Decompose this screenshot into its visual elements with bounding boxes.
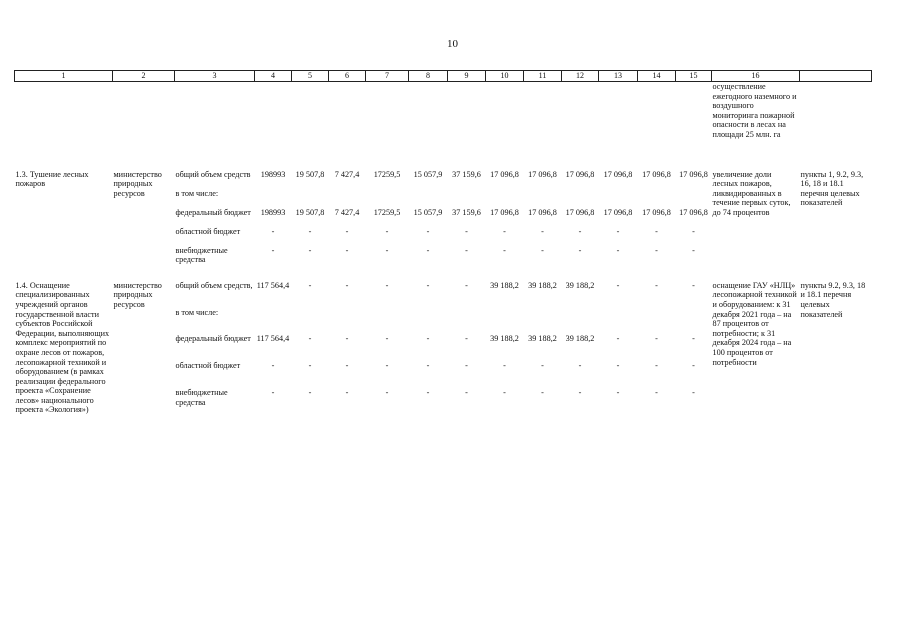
amount-cell: - <box>271 226 275 236</box>
amount-cell: - <box>655 334 658 344</box>
funding-source-label: областной бюджет <box>175 361 241 371</box>
amount-cell: - <box>345 361 349 371</box>
amount-cell <box>366 189 409 208</box>
amount-cell <box>486 189 524 208</box>
amount-cell: - <box>655 361 658 371</box>
amount-cell <box>599 189 638 208</box>
page-number: 10 <box>447 38 458 50</box>
amount-cell: - <box>465 361 468 371</box>
amount-cell: 117 564,4 <box>256 334 290 344</box>
amount-cell: 39 188,2 <box>490 334 519 344</box>
amount-cell: - <box>655 387 658 397</box>
funding-source-label: федеральный бюджет <box>175 334 251 344</box>
amount-cell <box>524 189 562 208</box>
column-header: 16 <box>712 71 800 82</box>
amount-cell: - <box>541 226 544 236</box>
amount-cell: 15 057,9 <box>413 169 443 179</box>
amount-cell: - <box>503 245 506 255</box>
amount-cell: - <box>503 387 506 397</box>
amount-cell: - <box>426 334 430 344</box>
amount-cell: - <box>271 361 275 371</box>
amount-cell: - <box>616 226 620 236</box>
amount-cell: - <box>692 387 695 397</box>
amount-cell: - <box>308 226 312 236</box>
amount-cell: 37 159,6 <box>452 207 481 217</box>
amount-cell <box>448 189 486 208</box>
amount-cell: 17 096,8 <box>642 207 671 217</box>
column-header: 4 <box>255 71 292 82</box>
amount-cell <box>562 189 599 208</box>
table-row <box>15 281 872 308</box>
amount-cell: - <box>426 280 430 290</box>
amount-cell <box>524 308 562 335</box>
amount-cell: - <box>385 361 389 371</box>
executor: министерство природных ресурсов <box>113 280 162 309</box>
executor: министерство природных ресурсов <box>113 169 162 198</box>
funding-source-label: общий объем средств, <box>175 280 253 290</box>
amount-cell: - <box>616 245 620 255</box>
amount-cell <box>409 189 448 208</box>
amount-cell: - <box>465 387 468 397</box>
amount-cell: - <box>426 387 430 397</box>
amount-cell: 37 159,6 <box>452 169 481 179</box>
amount-cell: 39 188,2 <box>528 334 557 344</box>
amount-cell <box>329 189 366 208</box>
column-header: 14 <box>638 71 676 82</box>
amount-cell: - <box>426 245 430 255</box>
amount-cell <box>638 308 676 335</box>
amount-cell: - <box>541 361 544 371</box>
amount-cell: - <box>465 334 468 344</box>
amount-cell: 39 188,2 <box>528 280 557 290</box>
amount-cell: - <box>616 361 620 371</box>
amount-cell: 17 096,8 <box>490 169 519 179</box>
amount-cell: - <box>345 226 349 236</box>
amount-cell: - <box>655 280 658 290</box>
amount-cell: - <box>465 245 468 255</box>
amount-cell: - <box>345 245 349 255</box>
amount-cell: 17 096,8 <box>603 169 633 179</box>
amount-cell: - <box>655 226 658 236</box>
amount-cell: - <box>308 280 312 290</box>
funding-source-label: в том числе: <box>175 307 219 317</box>
amount-cell: 17 096,8 <box>679 207 708 217</box>
amount-cell: - <box>385 280 389 290</box>
amount-cell: 17 096,8 <box>528 207 557 217</box>
amount-cell <box>562 308 599 335</box>
amount-cell <box>448 308 486 335</box>
amount-cell: - <box>465 280 468 290</box>
amount-cell: - <box>345 280 349 290</box>
funding-source-label: в том числе: <box>175 188 219 198</box>
column-header: 6 <box>329 71 366 82</box>
amount-cell <box>329 308 366 335</box>
amount-cell: - <box>308 245 312 255</box>
column-header: 9 <box>448 71 486 82</box>
amount-cell <box>255 189 292 208</box>
amount-cell: - <box>692 226 695 236</box>
column-header: 7 <box>366 71 409 82</box>
amount-cell: - <box>465 226 468 236</box>
amount-cell: - <box>503 361 506 371</box>
amount-cell: - <box>385 226 389 236</box>
column-header: 3 <box>175 71 255 82</box>
amount-cell: - <box>578 226 582 236</box>
amount-cell: - <box>385 334 389 344</box>
amount-cell: - <box>655 245 658 255</box>
amount-cell: - <box>308 387 312 397</box>
column-header: 13 <box>599 71 638 82</box>
amount-cell: - <box>271 245 275 255</box>
funding-source-label: общий объем средств <box>175 169 251 179</box>
amount-cell: 117 564,4 <box>256 280 290 290</box>
amount-cell: 17 096,8 <box>603 207 633 217</box>
column-header: 12 <box>562 71 599 82</box>
amount-cell: 17259,5 <box>373 169 401 179</box>
column-header: 8 <box>409 71 448 82</box>
amount-cell: 17 096,8 <box>565 207 595 217</box>
amount-cell: 39 188,2 <box>565 280 595 290</box>
amount-cell <box>638 189 676 208</box>
column-header: 11 <box>524 71 562 82</box>
amount-cell: - <box>308 361 312 371</box>
column-header: 15 <box>676 71 712 82</box>
amount-cell: - <box>692 280 695 290</box>
amount-cell: - <box>541 245 544 255</box>
row-spacer <box>15 265 872 281</box>
amount-cell <box>676 189 712 208</box>
amount-cell: - <box>616 387 620 397</box>
amount-cell: 17 096,8 <box>679 169 708 179</box>
column-header: 1 <box>15 71 113 82</box>
amount-cell <box>676 308 712 335</box>
continuation-row <box>15 82 872 154</box>
amount-cell: - <box>692 334 695 344</box>
column-number-row <box>15 71 872 82</box>
amount-cell: 15 057,9 <box>413 207 443 217</box>
amount-cell: 17 096,8 <box>565 169 595 179</box>
amount-cell: - <box>271 387 275 397</box>
amount-cell <box>292 308 329 335</box>
amount-cell: - <box>385 245 389 255</box>
amount-cell: - <box>426 226 430 236</box>
amount-cell: 19 507,8 <box>295 169 325 179</box>
target-indicators: пункты 9.2, 9.3, 18 и 18.1 перечня целевых показателей <box>800 280 866 319</box>
amount-cell: 39 188,2 <box>490 280 519 290</box>
expected-result: увеличение доли лесных пожаров, ликвидированных в течение первых суток, до 74 процентов <box>712 169 791 217</box>
funding-source-label: внебюджетные средства <box>175 245 228 265</box>
amount-cell: - <box>578 387 582 397</box>
amount-cell: - <box>345 334 349 344</box>
amount-cell: - <box>616 334 620 344</box>
amount-cell: 7 427,4 <box>334 207 360 217</box>
amount-cell: - <box>616 280 620 290</box>
row-spacer <box>15 154 872 170</box>
amount-cell: - <box>345 387 349 397</box>
amount-cell <box>409 308 448 335</box>
amount-cell <box>366 308 409 335</box>
amount-cell: - <box>385 387 389 397</box>
amount-cell: 198993 <box>260 207 286 217</box>
amount-cell: 17 096,8 <box>528 169 557 179</box>
amount-cell: 7 427,4 <box>334 169 360 179</box>
amount-cell: - <box>692 361 695 371</box>
amount-cell <box>255 308 292 335</box>
continuation-note: осуществление ежегодного наземного и воздушного мониторинга пожарной опасности в лесах на площади 25 млн. га <box>712 82 797 139</box>
amount-cell: 17 096,8 <box>490 207 519 217</box>
amount-cell: - <box>578 245 582 255</box>
amount-cell <box>486 308 524 335</box>
amount-cell: - <box>578 361 582 371</box>
amount-cell: - <box>692 245 695 255</box>
amount-cell <box>599 308 638 335</box>
amount-cell: 17259,5 <box>373 207 401 217</box>
amount-cell: - <box>308 334 312 344</box>
amount-cell: - <box>541 387 544 397</box>
amount-cell: 19 507,8 <box>295 207 325 217</box>
column-header: 2 <box>113 71 175 82</box>
program-table <box>14 70 872 415</box>
amount-cell: 17 096,8 <box>642 169 671 179</box>
column-header <box>800 71 872 82</box>
activity-title: 1.4. Оснащение специализированных учреждений органов государственной власти субъектов Российской Федерации, выполняющих комплекс мероприятий по охране лесов от пожаров, лесопожарной техникой и оборудованием (в рамках реализации федерального проекта «Сохранение лесов» национального проекта «Экология») <box>15 280 110 415</box>
amount-cell: 39 188,2 <box>565 334 595 344</box>
target-indicators: пункты 1, 9.2, 9.3, 16, 18 и 18.1 перечня целевых показателей <box>800 169 864 208</box>
amount-cell: - <box>426 361 430 371</box>
funding-source-label: федеральный бюджет <box>175 207 251 217</box>
activity-title: 1.3. Тушение лесных пожаров <box>15 169 89 189</box>
amount-cell: 198993 <box>260 169 286 179</box>
amount-cell <box>292 189 329 208</box>
table-row <box>15 170 872 189</box>
amount-cell: - <box>503 226 506 236</box>
column-header: 10 <box>486 71 524 82</box>
column-header: 5 <box>292 71 329 82</box>
funding-source-label: областной бюджет <box>175 226 241 236</box>
expected-result: оснащение ГАУ «НЛЦ» лесопожарной техникой и оборудованием: к 31 декабря 2021 года – на 87 процентов от потребности; к 31 декабря 2024 года – на 100 процентов от потребности <box>712 280 797 367</box>
funding-source-label: внебюджетные средства <box>175 387 228 407</box>
